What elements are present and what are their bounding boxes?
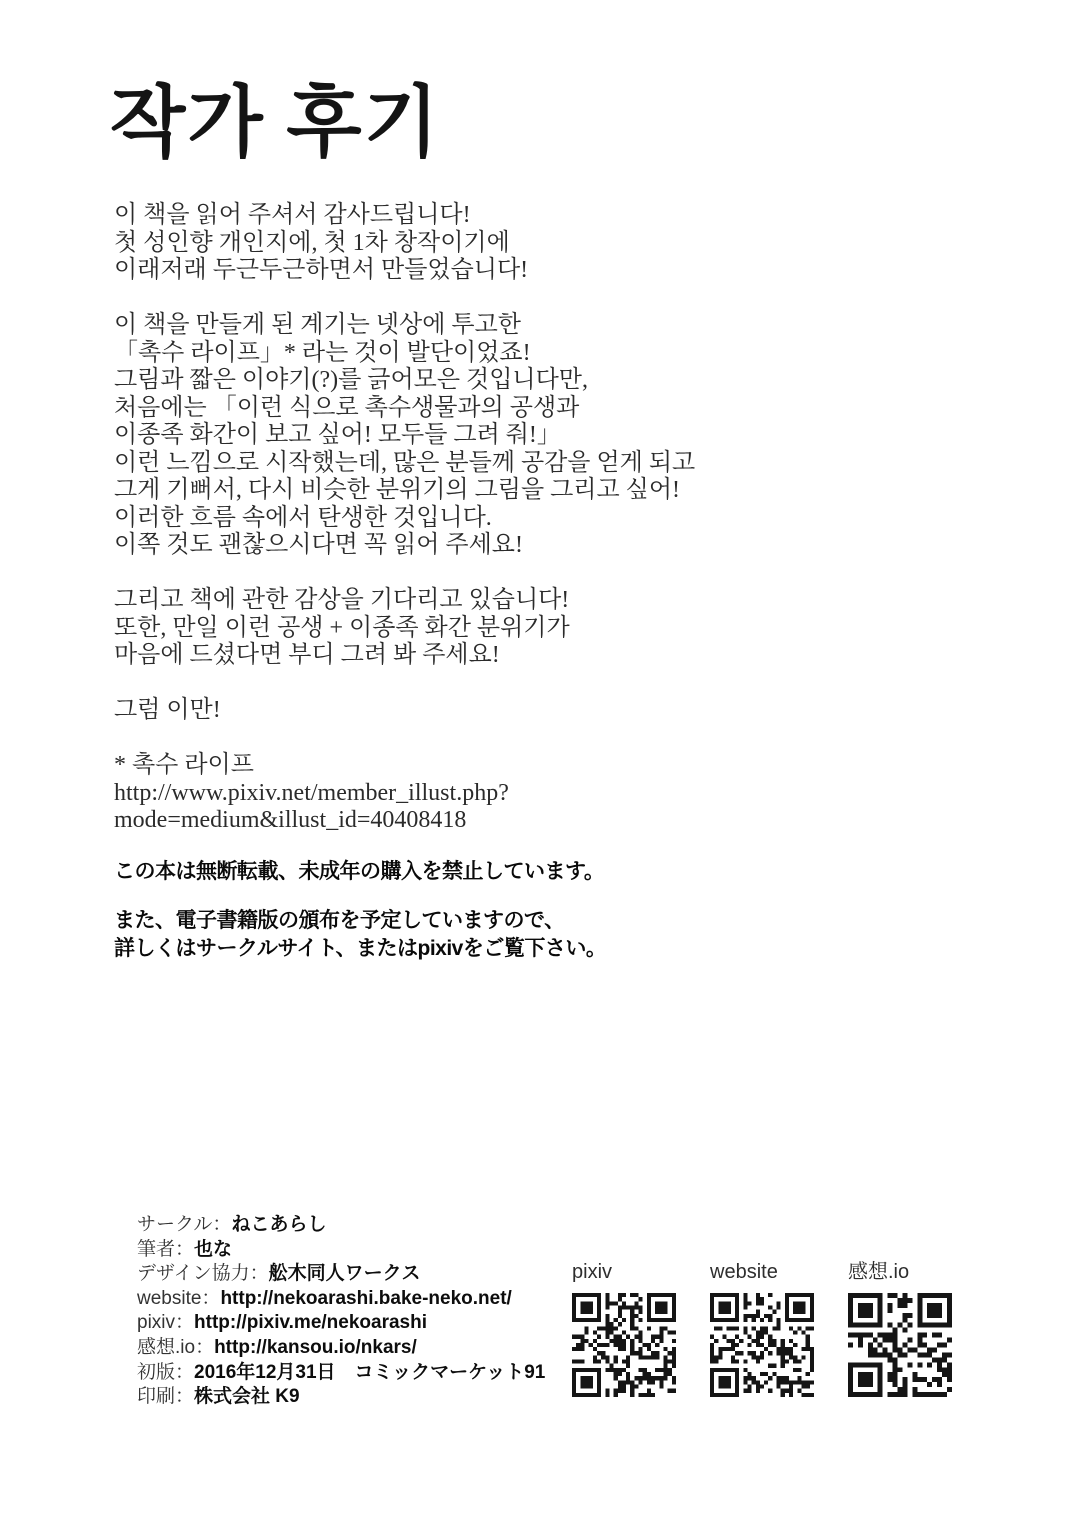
- colophon-value: http://pixiv.me/nekoarashi: [194, 1312, 427, 1334]
- afterword-line: 그리고 책에 관한 감상을 기다리고 있습니다!: [114, 587, 570, 613]
- afterword-paragraph: [114, 697, 814, 725]
- qr-label-website: website: [710, 1261, 778, 1283]
- qr-code-website: [710, 1293, 814, 1397]
- afterword-paragraph: [114, 587, 814, 670]
- afterword-line: * 촉수 라이프: [114, 752, 254, 778]
- colophon-row: [137, 1336, 545, 1361]
- afterword-line: 또한, 만일 이런 공생 + 이종족 화간 분위기가: [114, 614, 570, 641]
- afterword-line: 첫 성인향 개인지에, 첫 1차 창작이기에: [114, 229, 510, 256]
- afterword-paragraph: [114, 312, 814, 560]
- qr-item-website: [710, 1260, 814, 1397]
- afterword-paragraph: [114, 752, 814, 835]
- colophon-value: 2016年12月31日 コミックマーケット91: [194, 1361, 546, 1383]
- colophon-value: 舩木同人ワークス: [268, 1263, 421, 1285]
- colophon-row: [137, 1213, 545, 1238]
- afterword-line: 그게 기뻐서, 다시 비슷한 분위기의 그림을 그리고 싶어!: [114, 477, 681, 503]
- colophon-row: [137, 1311, 545, 1336]
- qr-item-pixiv: [572, 1260, 676, 1397]
- notice-line: 詳しくはサークルサイト、またはpixivをご覧下さい。: [114, 937, 607, 960]
- colophon-value: http://kansou.io/nkars/: [214, 1336, 417, 1358]
- afterword-line: 「촉수 라이프」* 라는 것이 발단이었죠!: [114, 339, 531, 366]
- afterword-line: 이종족 화간이 보고 싶어! 모두들 그려 줘!」: [114, 422, 561, 448]
- qr-code-kansou-io: [848, 1293, 952, 1397]
- afterword-line: 이런 느낌으로 시작했는데, 많은 분들께 공감을 얻게 되고: [114, 449, 696, 476]
- colophon-row: [137, 1238, 545, 1263]
- notice-paragraph: [114, 907, 814, 963]
- notice-line: この本は無断転載、未成年の購入を禁止しています。: [114, 860, 605, 883]
- qr-label-kansou-io: 感想.io: [848, 1261, 910, 1283]
- notice-line: また、電子書籍版の頒布を予定していますので、: [114, 909, 565, 932]
- afterword-line: http://www.pixiv.net/member_illust.php?: [114, 779, 509, 806]
- afterword-paragraph: [114, 202, 814, 285]
- colophon-value: ねこあらし: [231, 1214, 327, 1235]
- colophon-row: [137, 1262, 545, 1287]
- afterword-line: 이래저래 두근두근하면서 만들었습니다!: [114, 257, 529, 283]
- adult-notice: [114, 858, 814, 963]
- colophon-label: 初版：: [137, 1361, 195, 1383]
- colophon-label: 印刷：: [137, 1386, 195, 1408]
- colophon-value: http://nekoarashi.bake-neko.net/: [220, 1287, 512, 1309]
- afterword-line: mode=medium&illust_id=40408418: [114, 807, 467, 833]
- colophon-row: [137, 1385, 545, 1410]
- afterword-line: 그럼 이만!: [114, 697, 221, 723]
- colophon-value: 也な: [194, 1238, 233, 1260]
- colophon-row: [137, 1361, 545, 1386]
- colophon-value: 株式会社 K9: [194, 1386, 300, 1408]
- colophon-label: 筆者：: [137, 1238, 195, 1260]
- afterword-line: 이러한 흐름 속에서 탄생한 것입니다.: [114, 504, 492, 531]
- colophon-label: デザイン協力：: [137, 1263, 269, 1285]
- qr-code-pixiv: [572, 1293, 676, 1397]
- afterword-line: 처음에는 「이런 식으로 촉수생물과의 공생과: [114, 394, 580, 421]
- afterword-line: 이 책을 만들게 된 계기는 넷상에 투고한: [114, 312, 521, 338]
- colophon-label: サークル：: [137, 1214, 232, 1235]
- qr-item-kansou-io: [848, 1260, 952, 1397]
- qr-label-pixiv: pixiv: [572, 1261, 613, 1283]
- afterword-line: 이 책을 읽어 주셔서 감사드립니다!: [114, 202, 471, 228]
- qr-section: [572, 1260, 952, 1397]
- page-title: 작가 후기: [110, 79, 441, 166]
- colophon-label: website：: [137, 1287, 221, 1309]
- colophon-row: [137, 1287, 545, 1312]
- colophon: [137, 1213, 545, 1410]
- notice-paragraph: [114, 858, 814, 886]
- afterword-line: 그림과 짧은 이야기(?)를 긁어모은 것입니다만,: [114, 367, 588, 393]
- afterword-line: 이쪽 것도 괜찮으시다면 꼭 읽어 주세요!: [114, 532, 523, 558]
- colophon-label: 感想.io：: [137, 1336, 215, 1358]
- colophon-label: pixiv：: [137, 1312, 195, 1334]
- afterword-line: 마음에 드셨다면 부디 그려 봐 주세요!: [114, 642, 500, 668]
- afterword-body: [114, 202, 814, 835]
